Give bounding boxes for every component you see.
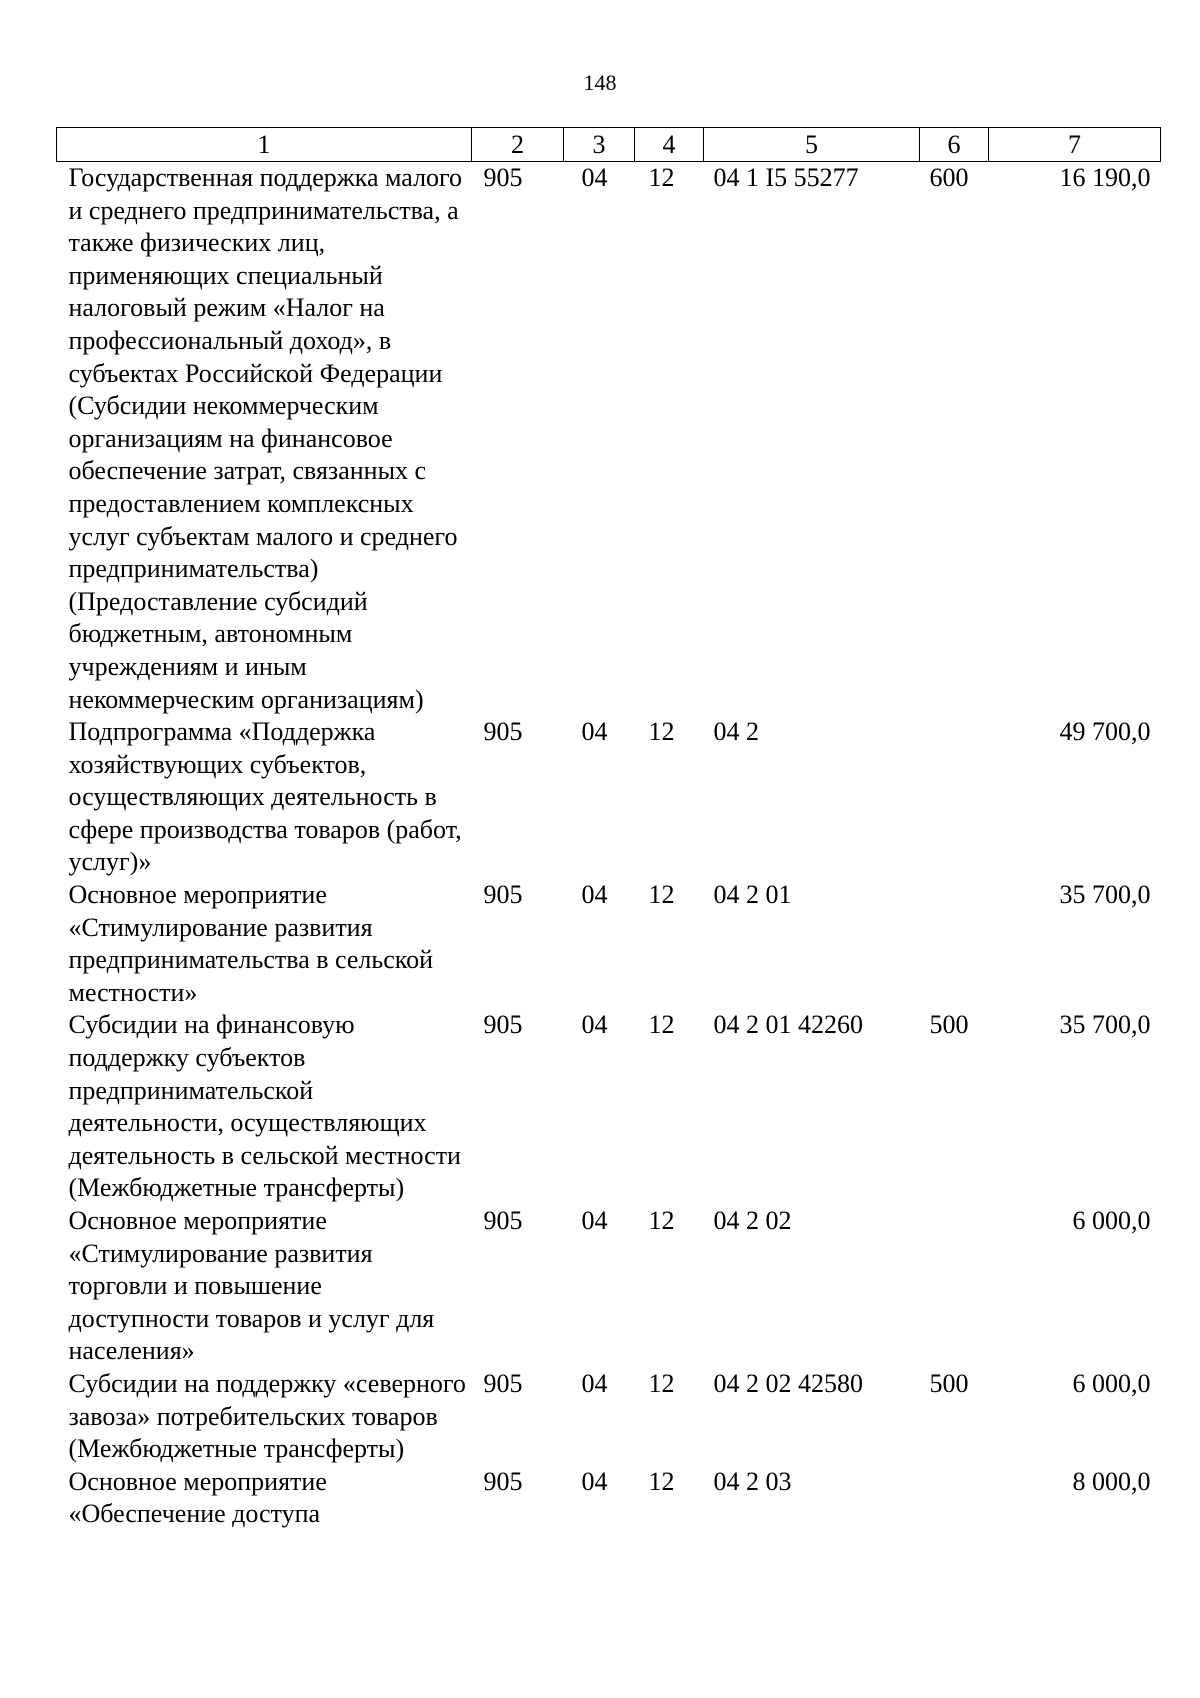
row-expense-type: 500	[929, 1368, 969, 1398]
row-section: 04	[581, 880, 608, 910]
row-subsection: 12	[648, 1368, 675, 1398]
table-row	[57, 879, 1161, 1009]
row-section: 04	[581, 717, 608, 747]
table-header	[57, 128, 1161, 162]
row-subsection: 12	[648, 880, 675, 910]
row-gov-code: 905	[483, 1010, 523, 1040]
table-row	[57, 1009, 1161, 1205]
row-section: 04	[581, 1206, 608, 1235]
row-target-article: 04 2 02 42580	[713, 1368, 863, 1398]
row-target-article: 04 1 I5 55277	[713, 163, 859, 192]
row-expense-type	[920, 1205, 989, 1368]
table-body	[57, 162, 1161, 1531]
row-expense-type: 600	[929, 163, 969, 192]
column-header-4: 4	[635, 128, 704, 162]
row-gov-code: 905	[483, 1368, 523, 1398]
row-name: Субсидии на поддержку «северного завоза» потребительских товаров (Межбюджетные трансферты)	[68, 1368, 466, 1464]
row-expense-type	[920, 1466, 989, 1531]
row-amount: 49 700,0	[1059, 717, 1151, 747]
row-gov-code: 905	[483, 163, 523, 192]
column-header-6: 6	[920, 128, 989, 162]
header-row	[57, 128, 1161, 162]
row-name: Основное мероприятие «Стимулирование развития предпринимательства в сельской местности»	[68, 880, 434, 1007]
table-row	[57, 1368, 1161, 1466]
row-target-article: 04 2 03	[713, 1466, 792, 1496]
row-subsection: 12	[648, 1466, 675, 1496]
column-header-3: 3	[564, 128, 635, 162]
column-header-7: 7	[989, 128, 1161, 162]
budget-table	[56, 127, 1161, 1531]
row-target-article: 04 2 01	[713, 880, 792, 910]
row-section: 04	[581, 163, 608, 192]
page-number: 148	[583, 70, 617, 95]
row-name: Субсидии на финансовую поддержку субъектов предпринимательской деятельности, осуществляющих деятельность в сельской местности (Межбюджетные трансферты)	[68, 1010, 461, 1203]
table-row	[57, 1205, 1161, 1368]
row-subsection: 12	[648, 717, 675, 747]
row-subsection: 12	[648, 1010, 675, 1040]
row-subsection: 12	[648, 1206, 675, 1235]
row-target-article: 04 2 02	[713, 1206, 792, 1235]
row-section: 04	[581, 1466, 608, 1496]
row-amount: 35 700,0	[1059, 880, 1151, 910]
row-amount: 6 000,0	[1072, 1368, 1151, 1398]
row-name: Основное мероприятие «Стимулирование развития торговли и повышение доступности товаров и услуг для населения»	[68, 1206, 435, 1366]
row-target-article: 04 2 01 42260	[713, 1010, 863, 1040]
row-section: 04	[581, 1368, 608, 1398]
column-header-2: 2	[472, 128, 564, 162]
row-amount: 6 000,0	[1072, 1206, 1151, 1235]
row-gov-code: 905	[483, 717, 523, 747]
row-target-article: 04 2	[713, 717, 759, 747]
row-expense-type: 500	[929, 1010, 969, 1040]
row-gov-code: 905	[483, 1466, 523, 1496]
row-expense-type	[920, 879, 989, 1009]
row-name: Подпрограмма «Поддержка хозяйствующих субъектов, осуществляющих деятельность в сфере производства товаров (работ, услуг)»	[68, 717, 462, 877]
row-section: 04	[581, 1010, 608, 1040]
row-name: Государственная поддержка малого и среднего предпринимательства, а также физических лиц, применяющих специальный налоговый режим «Налог на профессиональный доход», в субъектах Российской Федерации (Субсидии некоммерческим организациям на финансовое обеспечение затрат, связанных с предоставлением комплексных услуг субъектам малого и среднего предпринимательства) (Предоставление субсидий бюджетным, автономным учреждениям и иным некоммерческим организациям)	[68, 163, 463, 714]
row-amount: 35 700,0	[1059, 1010, 1151, 1040]
table-row	[57, 162, 1161, 717]
table-row	[57, 716, 1161, 879]
row-amount: 8 000,0	[1072, 1466, 1151, 1496]
column-header-1: 1	[57, 128, 472, 162]
row-name: Основное мероприятие «Обеспечение доступа	[68, 1466, 327, 1529]
table-row	[57, 1466, 1161, 1531]
row-amount: 16 190,0	[1059, 163, 1151, 192]
row-subsection: 12	[648, 163, 675, 192]
row-expense-type	[920, 716, 989, 879]
row-gov-code: 905	[483, 1206, 523, 1235]
column-header-5: 5	[704, 128, 920, 162]
row-gov-code: 905	[483, 880, 523, 910]
